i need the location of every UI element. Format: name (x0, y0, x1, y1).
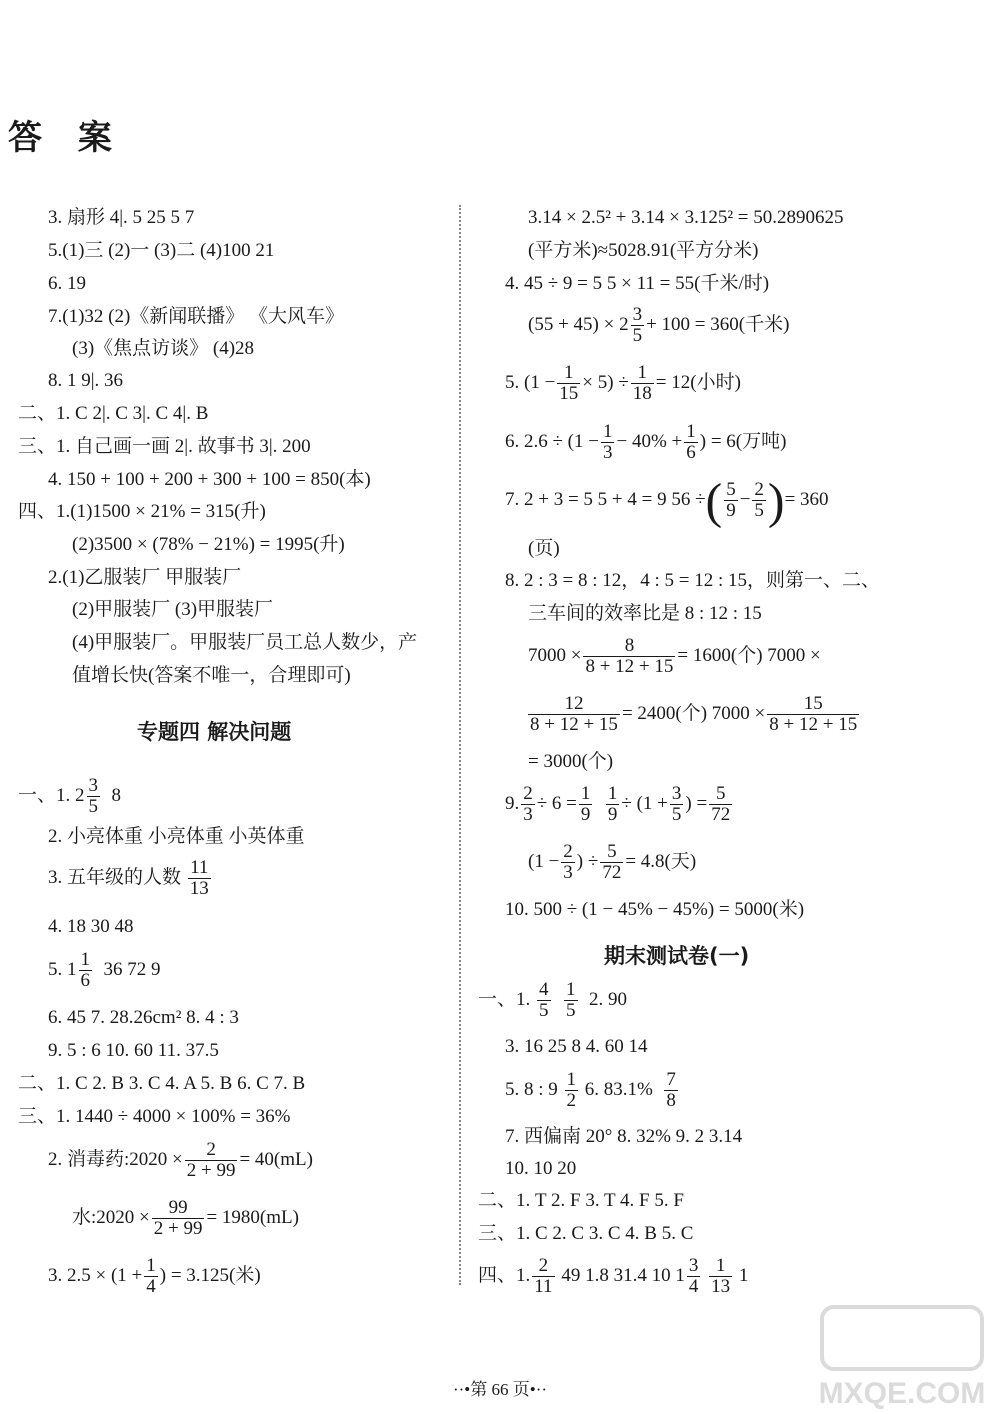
answer-line: 二、1. T 2. F 3. T 4. F 5. F (478, 1190, 684, 1211)
answer-line: (页) (528, 538, 560, 559)
answer-line: 二、1. C 2. B 3. C 4. A 5. B 6. C 7. B (18, 1073, 306, 1094)
answer-line: 一、1. 2 $\frac{3}{5}$ 8 (18, 775, 122, 817)
answer-line: 10. 500 ÷ (1 − 45% − 45%) = 5000(米) (505, 899, 805, 920)
fraction: $\frac{99}{2 + 99}$ (153, 1197, 203, 1239)
answer-line: 水:2020 × $\frac{99}{2 + 99}$ = 1980(mL) (72, 1197, 299, 1239)
answer-line: 5. (1 − $\frac{1}{15}$ × 5) ÷ $\frac{1}{18}$ = 12(小时) (505, 362, 741, 404)
answer-line: (2)甲服装厂 (3)甲服装厂 (72, 599, 274, 620)
fraction: $\frac{2}{11}$ (534, 1255, 553, 1297)
fraction: $\frac{2}{5}$ (754, 479, 764, 521)
fraction: $\frac{1}{2}$ (566, 1069, 577, 1111)
answer-line: $\frac{12}{8 + 12 + 15}$ = 2400(个) 7000 × $\frac{15}{8 + 12 + 15}$ (530, 693, 858, 735)
answer-line: 一、1. $\frac{4}{5}$ $\frac{1}{5}$ 2. 90 (478, 979, 628, 1021)
answer-line: 8. 1 9|. 36 (48, 370, 124, 391)
fraction: $\frac{11}{13}$ (189, 857, 209, 899)
answer-line: 三车间的效率比是 8 : 12 : 15 (528, 603, 762, 624)
answer-line: 6. 45 7. 28.26cm² 8. 4 : 3 (48, 1007, 239, 1028)
section-title-solve-problems: 专题四 解决问题 (137, 720, 292, 744)
answer-line: 5.(1)三 (2)一 (3)二 (4)100 21 (48, 240, 275, 261)
watermark-text: MXQE.COM (818, 1377, 986, 1410)
answer-line: 值增长快(答案不唯一，合理即可) (72, 665, 351, 686)
answer-line: 4. 150 + 100 + 200 + 300 + 100 = 850(本) (48, 469, 371, 490)
fraction: $\frac{1}{9}$ (580, 783, 591, 825)
fraction: $\frac{1}{9}$ (607, 783, 618, 825)
answer-line: 4. 45 ÷ 9 = 5 5 × 11 = 55(千米/时) (505, 273, 770, 294)
answer-line: (1 − $\frac{2}{3}$ ) ÷ $\frac{5}{72}$ = 4.8(天) (528, 841, 697, 883)
fraction: $\frac{4}{5}$ (539, 979, 549, 1021)
answer-line: 4. 18 30 48 (48, 916, 134, 937)
fraction: $\frac{12}{8 + 12 + 15}$ (530, 693, 618, 735)
fraction: $\frac{3}{4}$ (688, 1255, 699, 1297)
answer-line: 6. 19 (48, 273, 86, 294)
fraction: $\frac{1}{15}$ (559, 362, 579, 404)
fraction: $\frac{7}{8}$ (666, 1069, 676, 1111)
answer-line: (3)《焦点访谈》 (4)28 (72, 338, 255, 359)
answer-line: 2. 小亮体重 小亮体重 小英体重 (48, 826, 305, 847)
answer-line: 7. 西偏南 20° 8. 32% 9. 2 3.14 (505, 1126, 743, 1147)
answer-line: 8. 2 : 3 = 8 : 12，4 : 5 = 12 : 15，则第一、二、 (505, 570, 881, 591)
fraction: $\frac{5}{72}$ (602, 841, 622, 883)
fraction: $\frac{2}{3}$ (523, 783, 533, 825)
answer-line: (4)甲服装厂。甲服装厂员工总人数少，产 (72, 632, 418, 653)
answer-line: = 3000(个) (528, 751, 614, 772)
answer-line: 5. 8 : 9 $\frac{1}{2}$ 6. 83.1% $\frac{7}{8}$ (505, 1069, 676, 1111)
fraction: $\frac{1}{5}$ (566, 979, 576, 1021)
answer-line: 二、1. C 2|. C 3|. C 4|. B (18, 403, 209, 424)
answer-line: (平方米)≈5028.91(平方分米) (528, 240, 759, 261)
fraction: $\frac{1}{6}$ (80, 949, 90, 991)
page-title: 答 案 (8, 118, 124, 158)
answer-line: 10. 10 20 (505, 1158, 577, 1179)
fraction: $\frac{1}{6}$ (686, 421, 696, 463)
watermark-logo (810, 1305, 995, 1410)
fraction: $\frac{1}{18}$ (632, 362, 652, 404)
answer-line: 3. 扇形 4|. 5 25 5 7 (48, 207, 195, 228)
fraction: $\frac{3}{5}$ (88, 775, 99, 817)
answer-line: (2)3500 × (78% − 21%) = 1995(升) (72, 534, 345, 555)
fraction: $\frac{5}{72}$ (711, 783, 731, 825)
page-number: ··•第 66 页•·· (452, 1380, 548, 1399)
answer-line: 三、1. 自己画一画 2|. 故事书 3|. 200 (18, 436, 311, 457)
answer-line: 2.(1)乙服装厂 甲服装厂 (48, 567, 242, 588)
answer-line: 6. 2.6 ÷ (1 − $\frac{1}{3}$ − 40% + $\frac{1}{6}$ ) = 6(万吨) (505, 421, 787, 463)
answer-line: 9. 5 : 6 10. 60 11. 37.5 (48, 1040, 219, 1061)
answer-line: 7.(1)32 (2)《新闻联播》 《大风车》 (48, 306, 345, 327)
answer-line: 四、1. $\frac{2}{11}$ 49 1.8 31.4 10 1 $\frac{3}{4}$ $\frac{1}{13}$ 1 (478, 1255, 749, 1297)
answer-line: 9. $\frac{2}{3}$ ÷ 6 = $\frac{1}{9}$ $\frac{1}{9}$ ÷ (1 + $\frac{3}{5}$ ) = $\frac{5}{72}$ (505, 783, 731, 825)
fraction: $\frac{1}{13}$ (711, 1255, 731, 1297)
answer-line: 7. 2 + 3 = 5 5 + 4 = 9 56 ÷( $\frac{5}{9}$ − $\frac{2}{5}$ )= 360 (505, 472, 829, 529)
fraction: $\frac{3}{5}$ (671, 783, 682, 825)
fraction: $\frac{8}{8 + 12 + 15}$ (585, 635, 674, 677)
answer-line: 三、1. C 2. C 3. C 4. B 5. C (478, 1223, 694, 1244)
fraction: $\frac{2}{2 + 99}$ (186, 1139, 236, 1181)
fraction: $\frac{15}{8 + 12 + 15}$ (769, 693, 858, 735)
answer-line: 3. 2.5 × (1 + $\frac{1}{4}$ ) = 3.125(米) (48, 1255, 261, 1297)
answer-line: 三、1. 1440 ÷ 4000 × 100% = 36% (18, 1106, 291, 1127)
answer-line: 2. 消毒药:2020 × $\frac{2}{2 + 99}$ = 40(mL) (48, 1139, 313, 1181)
answer-line: 7000 × $\frac{8}{8 + 12 + 15}$ = 1600(个) 7000 × (528, 635, 821, 677)
fraction: $\frac{2}{3}$ (563, 841, 573, 883)
fraction: $\frac{1}{3}$ (602, 421, 613, 463)
fraction: $\frac{1}{4}$ (146, 1255, 156, 1297)
answer-line: 5. 1 $\frac{1}{6}$ 36 72 9 (48, 949, 161, 991)
answer-line: 3.14 × 2.5² + 3.14 × 3.125² = 50.2890625 (528, 207, 844, 228)
answer-line: (55 + 45) × 2 $\frac{3}{5}$ + 100 = 360(千米) (528, 304, 790, 346)
column-divider (459, 205, 461, 1285)
answer-line: 3. 16 25 8 4. 60 14 (505, 1036, 648, 1057)
section-title-final-test: 期末测试卷(一) (604, 944, 750, 968)
fraction: $\frac{5}{9}$ (726, 479, 736, 521)
answer-line: 四、1.(1)1500 × 21% = 315(升) (18, 501, 266, 522)
fraction: $\frac{3}{5}$ (632, 304, 643, 346)
answer-line: 3. 五年级的人数 $\frac{11}{13}$ (48, 857, 209, 899)
